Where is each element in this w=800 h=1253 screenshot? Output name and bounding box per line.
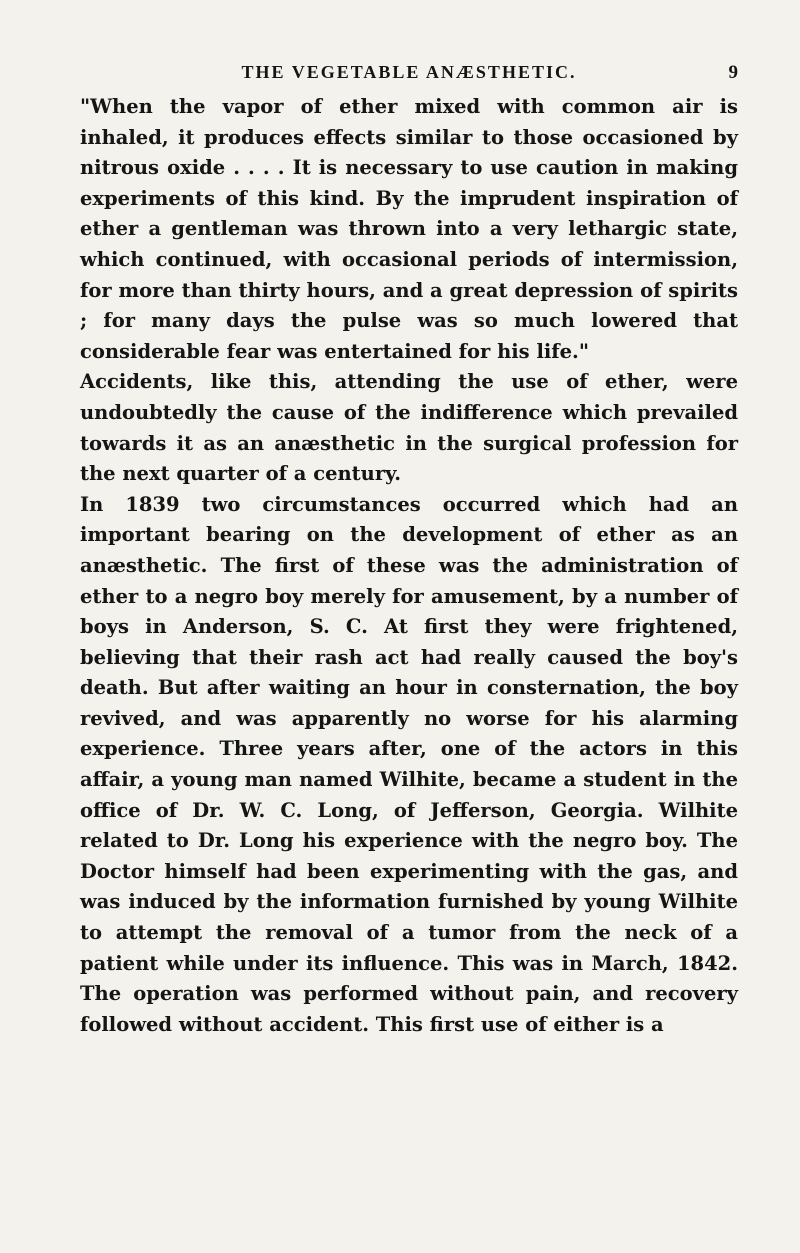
history-paragraph: In 1839 two circumstances occurred which had an important bearing on the development of ether as an anæsthetic. The first of these was the administration of ether to a negro boy merely for amusement, by a number of boys in Anderson, S. C. At first they were frightened, believing that their rash act had really caused the boy's death. But after waiting an hour in consternation, the boy revived, and was apparently no worse for his alarming experience. Three years after, one of the actors in this affair, a young man named Wilhite, became a student in the office of Dr. W. C. Long, of Jefferson, Georgia. Wilhite related to Dr. Long his experience with the negro boy. The Doctor himself had been experimenting with the gas, and was induced by the information furnished by young Wilhite to attempt the removal of a tumor from the neck of a patient while under its influence. This was in March, 1842. The operation was performed without pain, and recovery followed without accident. This first use of either is a <box>80 492 738 1036</box>
running-head-title: THE VEGETABLE ANÆSTHETIC. <box>241 62 577 82</box>
accidents-paragraph: Accidents, like this, attending the use of ether, were undoubtedly the cause of the indifference which prevailed towards it as an anæsthetic in the surgical profession for the next quarter of a century. <box>80 370 738 486</box>
page-number: 9 <box>728 62 738 83</box>
quoted-paragraph: "When the vapor of ether mixed with common air is inhaled, it produces effects similar to those occasioned by nitrous oxide . . . . It is necessary to use caution in making experiments of this kind. By the imprudent inspiration of ether a gentleman was thrown into a very lethargic state, which continued, with occasional periods of intermission, for more than thirty hours, and a great depression of spirits ; for many days the pulse was so much lowered that considerable fear was entertained for his life." <box>80 95 738 363</box>
body-text <box>80 92 738 1040</box>
running-head <box>80 62 738 86</box>
